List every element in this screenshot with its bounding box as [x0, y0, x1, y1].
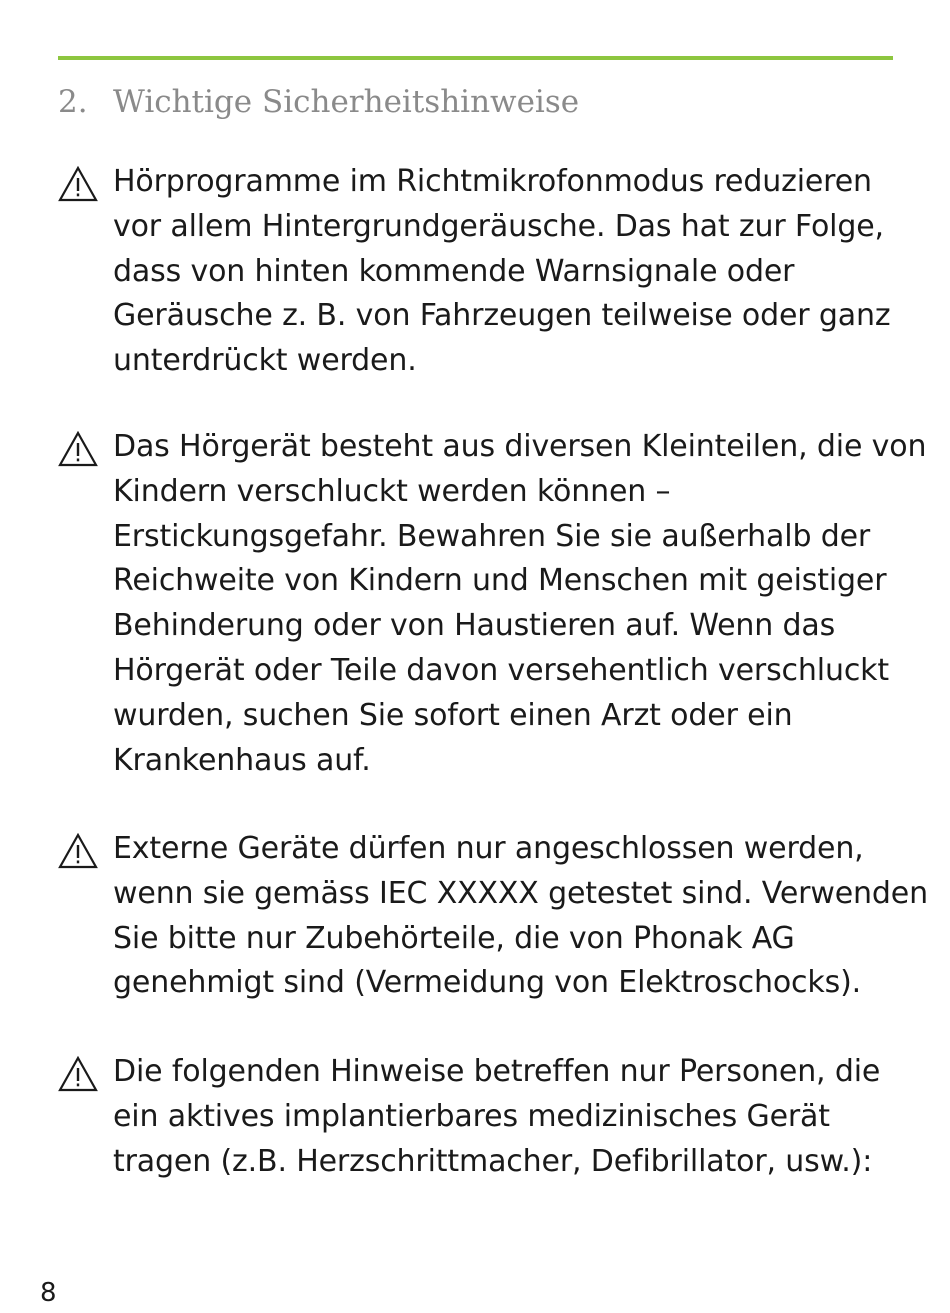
warning-item [58, 827, 928, 1006]
section-number: 2. [58, 84, 88, 120]
warning-text-line: genehmigt sind (Vermeidung von Elektroschocks). [113, 965, 862, 1001]
warning-triangle-icon [58, 1056, 98, 1092]
warning-item [58, 1050, 898, 1184]
warning-text-line: Krankenhaus auf. [113, 742, 371, 778]
warning-text [113, 160, 898, 384]
warning-text [113, 827, 928, 1006]
warning-text-line: Hörprogramme im Richtmikrofonmodus reduzieren [113, 164, 872, 199]
warning-text-line: ein aktives implantierbares medizinisches Gerät [113, 1098, 830, 1134]
warning-text-line: wurden, suchen Sie sofort einen Arzt oder ein [113, 697, 793, 733]
section-heading [58, 80, 579, 124]
warning-triangle-icon [58, 166, 98, 202]
warning-text-line: wenn sie gemäss IEC XXXXX getestet sind. Verwenden [113, 875, 928, 911]
page-number: 8 [40, 1278, 57, 1308]
warning-text-line: Die folgenden Hinweise betreffen nur Personen, die [113, 1054, 881, 1089]
warning-item [58, 425, 927, 783]
warning-text-line: unterdrückt werden. [113, 343, 417, 379]
top-divider [58, 56, 893, 60]
warning-text-line: tragen (z.B. Herzschrittmacher, Defibrillator, usw.): [113, 1143, 873, 1179]
warning-text-line: Reichweite von Kindern und Menschen mit geistiger [113, 563, 887, 599]
warning-text-line: vor allem Hintergrundgeräusche. Das hat zur Folge, [113, 208, 884, 244]
warning-text-line: dass von hinten kommende Warnsignale oder [113, 253, 795, 289]
warning-text-line: Geräusche z. B. von Fahrzeugen teilweise oder ganz [113, 298, 891, 334]
warning-text-line: Externe Geräte dürfen nur angeschlossen werden, [113, 831, 864, 866]
warning-text [113, 1050, 898, 1184]
warning-triangle-icon [58, 431, 98, 467]
warning-text-line: Erstickungsgefahr. Bewahren Sie sie außerhalb der [113, 518, 871, 554]
warning-text-line: Behinderung oder von Haustieren auf. Wenn das [113, 608, 836, 644]
warning-item [58, 160, 898, 384]
warning-text [113, 425, 927, 783]
warning-text-line: Sie bitte nur Zubehörteile, die von Phonak AG [113, 920, 795, 956]
warning-text-line: Hörgerät oder Teile davon versehentlich verschluckt [113, 652, 889, 688]
warning-triangle-icon [58, 833, 98, 869]
warning-text-line: Das Hörgerät besteht aus diversen Kleinteilen, die von [113, 429, 927, 464]
warning-text-line: Kindern verschluckt werden können – [113, 473, 671, 509]
section-title: Wichtige Sicherheitshinweise [113, 84, 580, 120]
